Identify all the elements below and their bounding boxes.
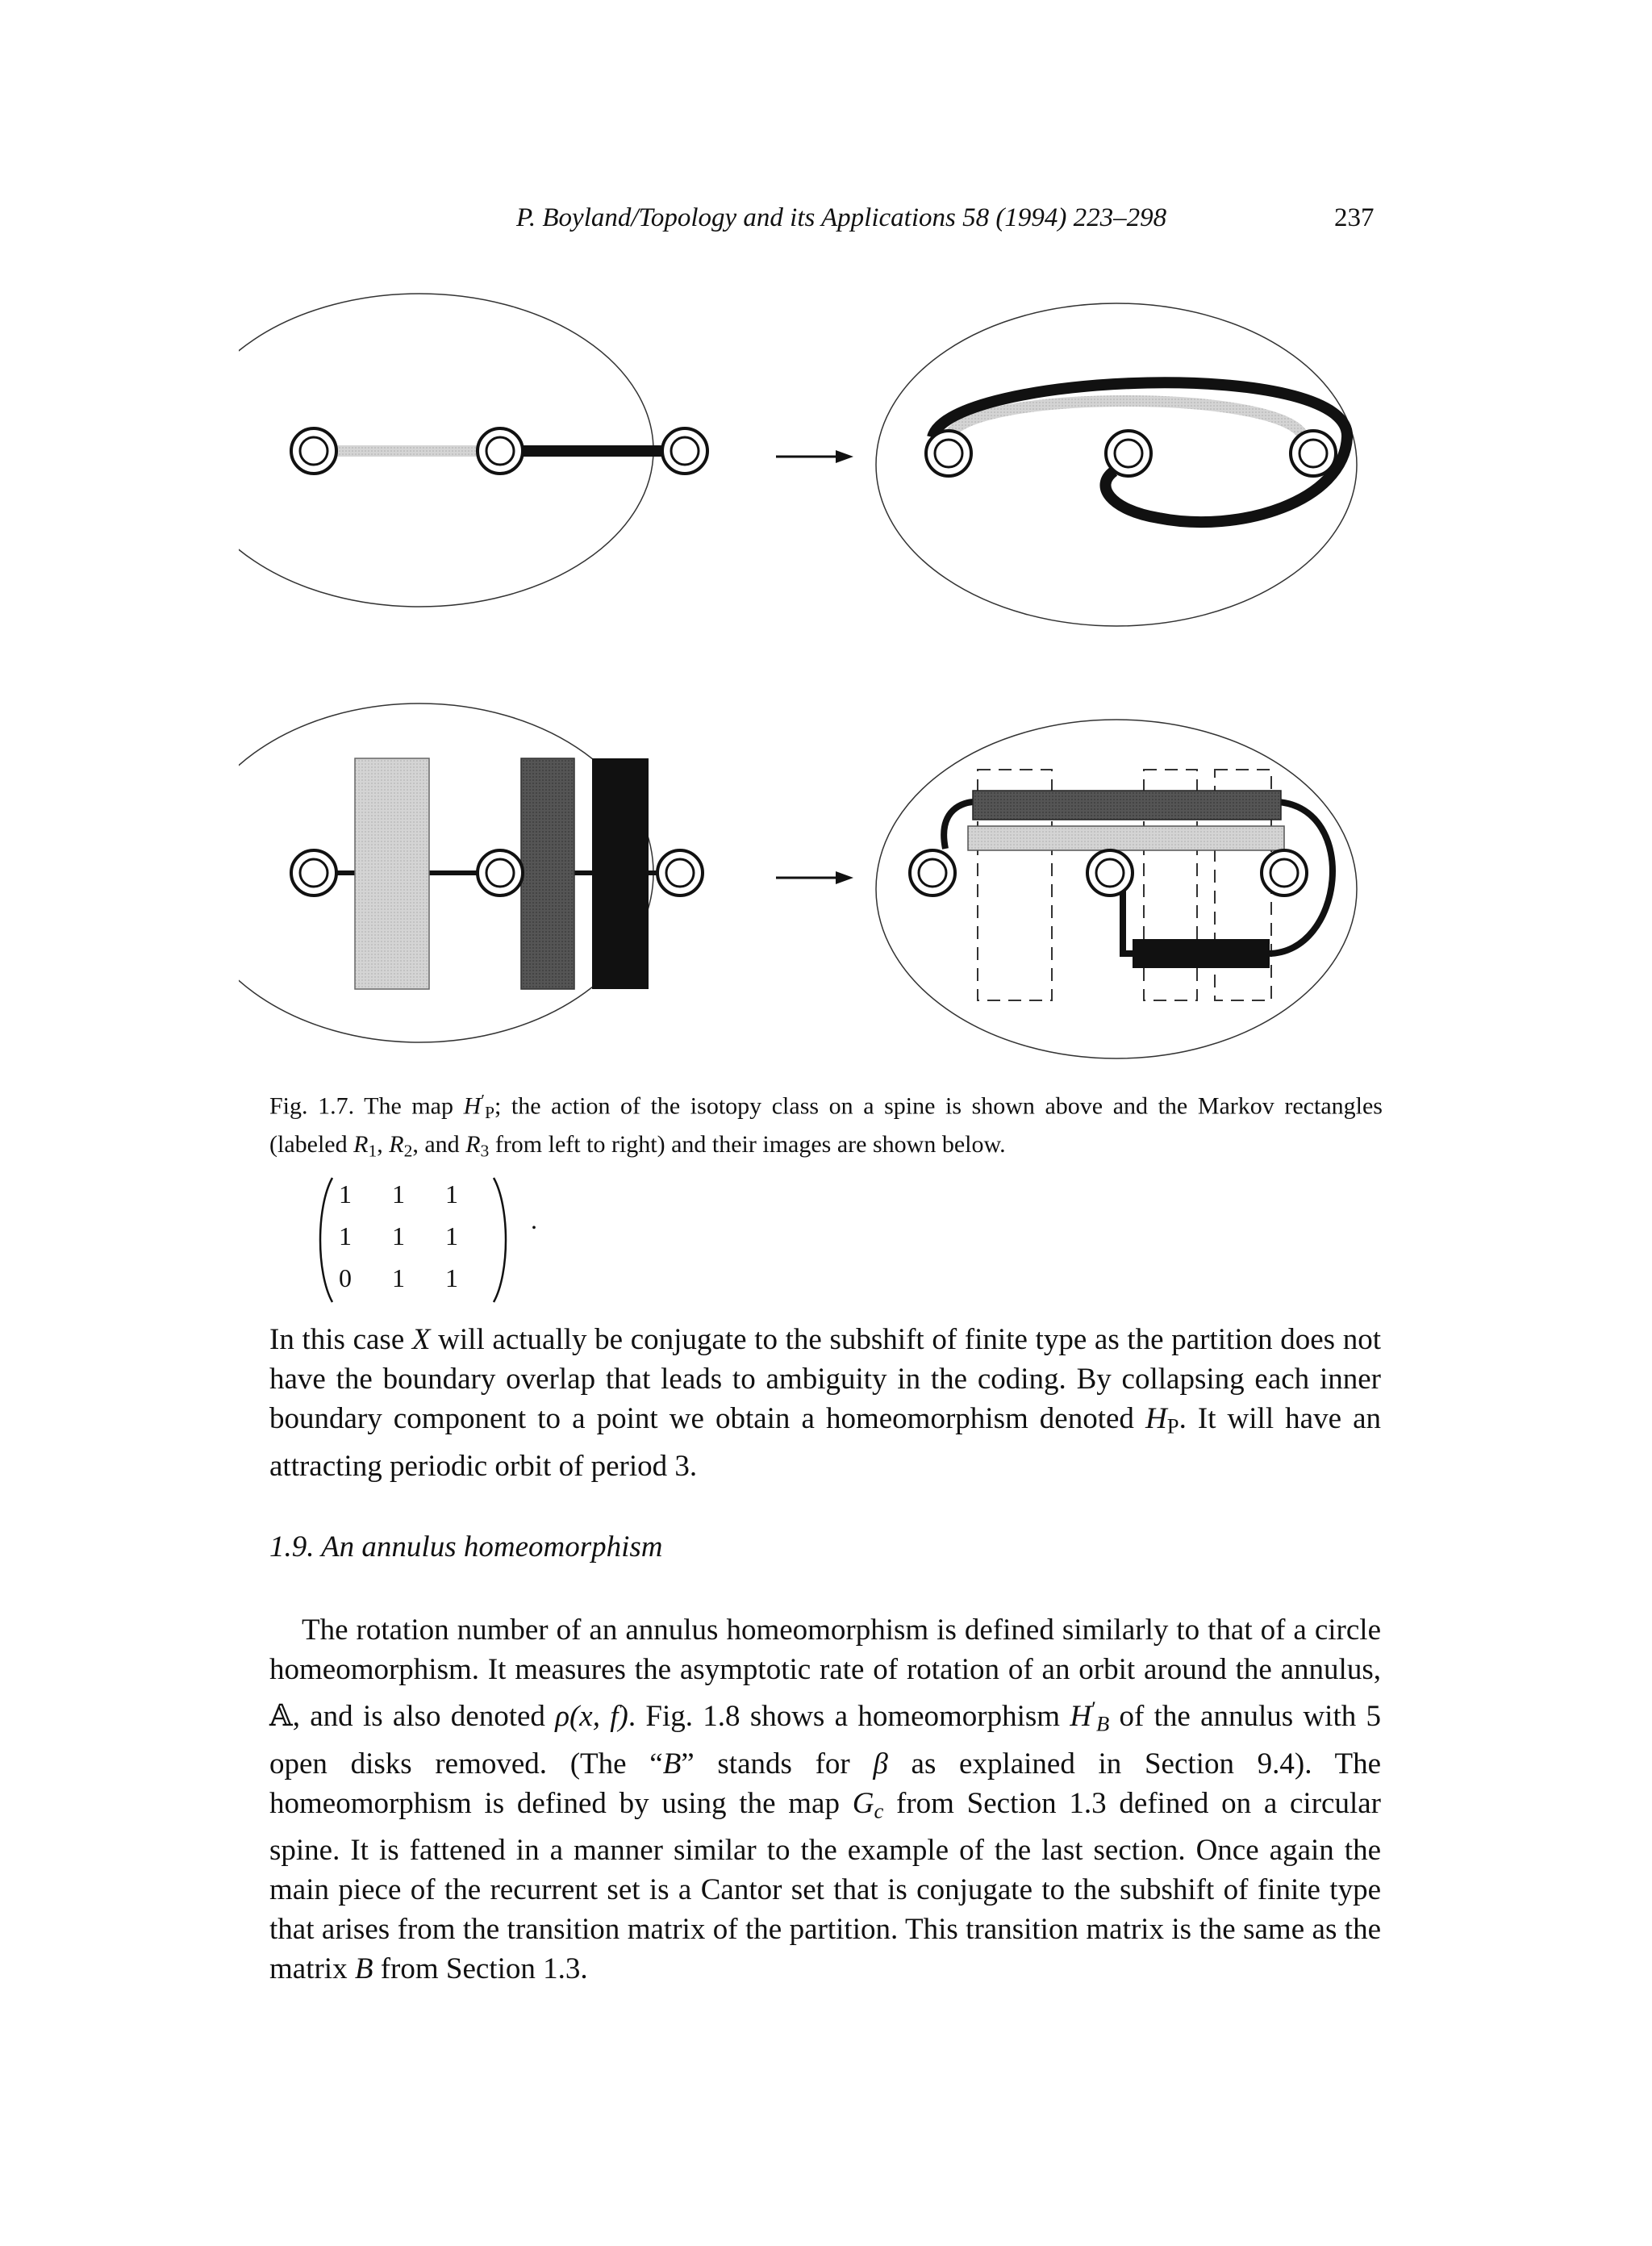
image-rectangle-r3 <box>1133 939 1270 968</box>
markov-rectangle-r1 <box>355 758 429 989</box>
math-b: B <box>662 1747 682 1781</box>
math-h-prime: ′ <box>1091 1697 1096 1721</box>
math-x: X <box>411 1323 431 1356</box>
math-g: G <box>852 1786 874 1820</box>
matrix-cell: 1 <box>392 1263 405 1292</box>
caption-text: from left to right) and their images are shown below. <box>489 1131 1006 1158</box>
paragraph-text: , and is also denoted <box>292 1699 556 1733</box>
caption-r2: R <box>389 1131 404 1158</box>
boundary-circle-icon <box>478 850 523 895</box>
caption-r3: R <box>465 1131 481 1158</box>
matrix-cell: 1 <box>339 1179 352 1209</box>
paragraph-1 <box>269 1320 1381 1486</box>
caption-text: Fig. 1.7. The map <box>269 1092 464 1120</box>
boundary-circle-icon <box>1087 850 1133 895</box>
math-annulus: 𝔸 <box>269 1699 293 1733</box>
caption-r1-subscript: 1 <box>368 1141 378 1161</box>
matrix-cell: 1 <box>445 1263 458 1292</box>
boundary-circle-icon <box>926 431 971 476</box>
top-right-annulus <box>876 303 1357 626</box>
paragraph-text: In this case <box>269 1323 412 1356</box>
boundary-circle-icon <box>291 428 336 474</box>
bottom-left-annulus <box>239 703 703 1042</box>
paragraph-text: . Fig. 1.8 shows a homeomorphism <box>628 1699 1070 1733</box>
paragraph-text: of the annulus with 5 open disks removed. (The “ <box>269 1699 1382 1781</box>
boundary-circle-icon <box>1106 431 1151 476</box>
paragraph-text: The rotation number of an annulus homeomorphism is defined similarly to that of a circle homeomorphism. It measures the asymptotic rate of rotation of an orbit around the annulus, <box>269 1614 1381 1686</box>
paragraph-text: from Section 1.3. <box>373 1952 588 1986</box>
section-heading: 1.9. An annulus homeomorphism <box>269 1530 663 1563</box>
matrix-period: . <box>531 1205 537 1234</box>
math-h-subscript: B <box>1095 1711 1110 1736</box>
boundary-circle-icon <box>291 850 336 895</box>
math-g-subscript: c <box>874 1798 884 1823</box>
top-left-annulus <box>239 294 707 607</box>
caption-r2-subscript: 2 <box>403 1141 413 1161</box>
matrix-cell: 1 <box>445 1179 458 1209</box>
matrix-cell: 1 <box>392 1179 405 1209</box>
matrix-cell: 1 <box>445 1221 458 1250</box>
matrix-cell: 0 <box>339 1263 352 1292</box>
boundary-circle-icon <box>478 428 523 474</box>
bottom-arrow-icon <box>776 871 853 884</box>
transition-matrix <box>315 1175 557 1305</box>
caption-r1: R <box>353 1131 369 1158</box>
boundary-circle-icon <box>910 850 955 895</box>
running-head: P. Boyland/Topology and its Applications 58 (1994) 223–298 <box>516 203 1167 232</box>
page-number: 237 <box>1334 203 1375 232</box>
math-h: H <box>1070 1699 1092 1733</box>
paragraph-2 <box>269 1610 1381 1989</box>
math-rho: ρ(x, f) <box>555 1699 628 1733</box>
caption-separator: , and <box>412 1131 466 1158</box>
boundary-circle-icon <box>662 428 707 474</box>
paragraph-text: . It will have an attracting periodic orbit of period 3. <box>269 1402 1382 1483</box>
caption-text: ; the action of the isotopy class on a spine is shown above and the Markov rectangles (labeled <box>269 1092 1383 1158</box>
caption-map-subscript: P <box>484 1103 494 1123</box>
markov-rectangle-r3 <box>592 758 649 989</box>
math-beta: β <box>873 1747 888 1781</box>
boundary-circle-icon <box>1291 431 1336 476</box>
paragraph-text: as explained in Section 9.4). The homeomorphism is defined by using the map <box>269 1747 1381 1820</box>
markov-rectangle-r2 <box>521 758 574 989</box>
bottom-right-annulus <box>876 720 1357 1058</box>
image-rectangle-r2 <box>973 791 1281 820</box>
math-b: B <box>354 1952 373 1986</box>
matrix-cell: 1 <box>392 1221 405 1250</box>
caption-separator: , <box>377 1131 390 1158</box>
paragraph-text: will actually be conjugate to the subshift of finite type as the partition does not have the boundary overlap that leads to ambiguity in the coding. By collapsing each inner boundary component to a point we obtain a homeomorphism denoted <box>269 1323 1382 1435</box>
caption-map-prime: ′ <box>481 1091 485 1110</box>
figure-caption <box>269 1084 1383 1167</box>
math-h-subscript: P <box>1166 1413 1179 1438</box>
figure-1-7 <box>239 260 1400 1099</box>
boundary-circle-icon <box>657 850 703 895</box>
math-h: H <box>1145 1402 1167 1435</box>
boundary-circle-icon <box>1262 850 1307 895</box>
paragraph-text: ” stands for <box>681 1747 874 1781</box>
caption-map-symbol: H <box>463 1092 482 1120</box>
image-rectangle-r1 <box>968 826 1284 850</box>
caption-r3-subscript: 3 <box>480 1141 490 1161</box>
matrix-cell: 1 <box>339 1221 352 1250</box>
paragraph-text: from Section 1.3 defined on a circular spine. It is fattened in a manner similar to the example of the last section. Once again the main piece of the recurrent set is a Cantor set that is conjugate to the subshift of finite type that arises from the transition matrix of the partition. This transition matrix is the same as the matrix <box>269 1786 1381 1986</box>
top-arrow-icon <box>776 450 853 463</box>
